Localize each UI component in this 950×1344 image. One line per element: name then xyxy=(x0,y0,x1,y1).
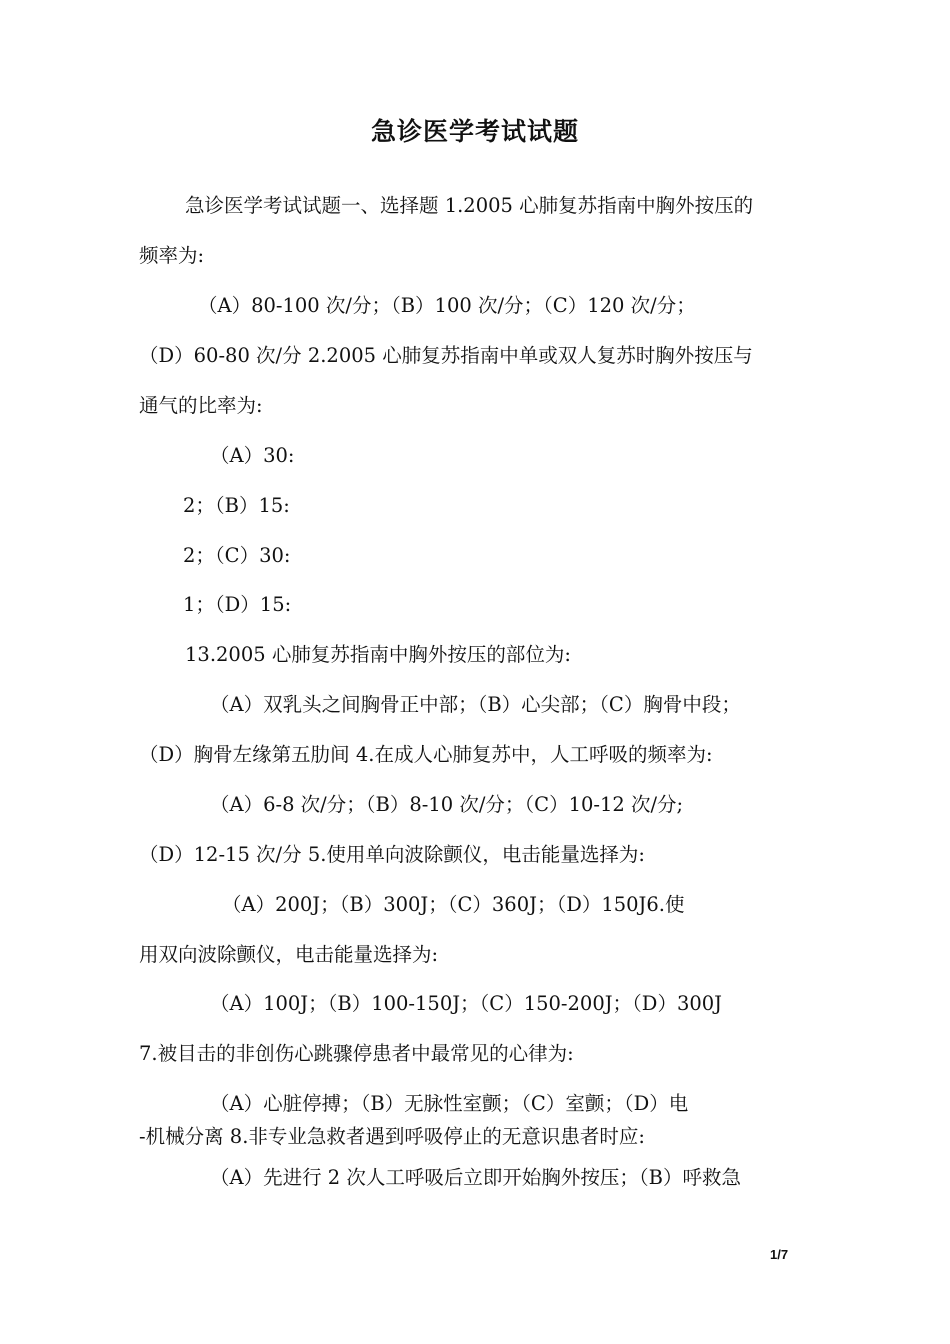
text-line: 1；（D）15: xyxy=(183,593,292,616)
text-line: 急诊医学考试试题一、选择题 1.2005 心肺复苏指南中胸外按压的 xyxy=(185,194,754,217)
text-line: （A）6-8 次/分；（B）8-10 次/分；（C）10-12 次/分; xyxy=(210,793,684,816)
text-line: （A）30: xyxy=(210,444,295,467)
text-line: （D）60-80 次/分 2.2005 心肺复苏指南中单或双人复苏时胸外按压与 xyxy=(139,344,753,367)
text-line: （A）200J；（B）300J；（C）360J；（D）150J6.使 xyxy=(222,893,685,916)
text-line: -机械分离 8.非专业急救者遇到呼吸停止的无意识患者时应: xyxy=(139,1125,645,1148)
text-line: 2；（C）30: xyxy=(183,544,291,567)
text-line: 通气的比率为: xyxy=(139,394,263,417)
text-line: （A）先进行 2 次人工呼吸后立即开始胸外按压；（B）呼救急 xyxy=(210,1166,741,1189)
text-line: （D）12-15 次/分 5.使用单向波除颤仪，电击能量选择为: xyxy=(139,843,645,866)
text-line: （A）80-100 次/分；（B）100 次/分；（C）120 次/分； xyxy=(198,294,696,317)
text-line: （D）胸骨左缘第五肋间 4.在成人心肺复苏中，人工呼吸的频率为: xyxy=(139,743,713,766)
text-line: 2；（B）15: xyxy=(183,494,290,517)
text-line: 用双向波除颤仪，电击能量选择为: xyxy=(139,943,439,966)
text-line: 频率为: xyxy=(139,244,205,267)
text-line: 13.2005 心肺复苏指南中胸外按压的部位为: xyxy=(185,643,571,666)
text-line: （A）心脏停搏；（B）无脉性室颤；（C）室颤；（D）电 xyxy=(210,1092,689,1115)
text-line: （A）双乳头之间胸骨正中部；（B）心尖部；（C）胸骨中段； xyxy=(210,693,741,716)
document-title: 急诊医学考试试题 xyxy=(370,117,579,146)
page-number: 1/7 xyxy=(770,1247,789,1262)
text-line: 7.被目击的非创伤心跳骤停患者中最常见的心律为: xyxy=(139,1042,574,1065)
text-line: （A）100J；（B）100-150J；（C）150-200J；（D）300J xyxy=(210,992,722,1015)
